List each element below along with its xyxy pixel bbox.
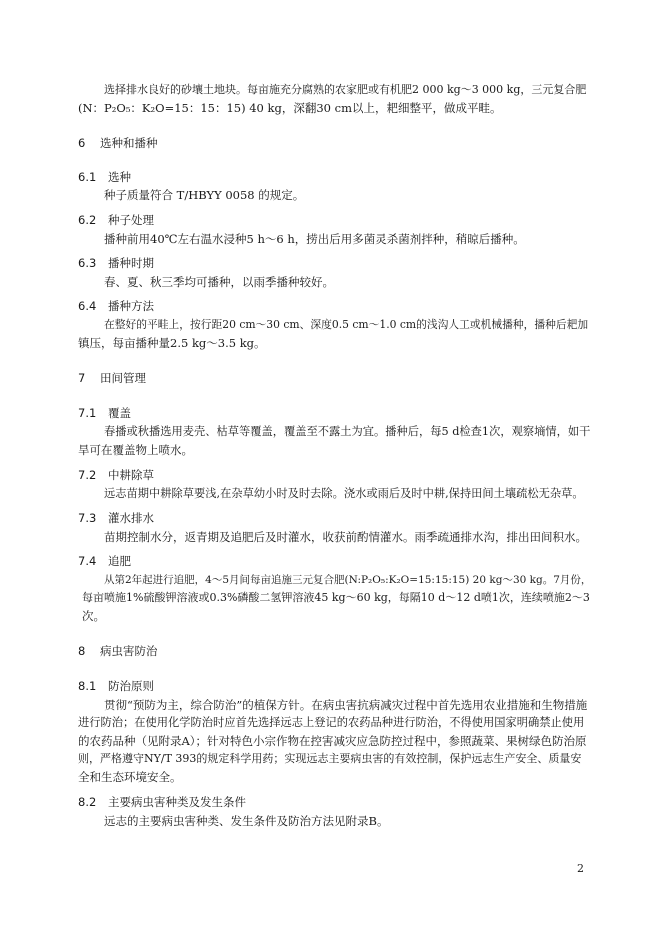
section-number: 6.1 [78, 170, 97, 184]
section-title: 选种 [108, 170, 131, 184]
section-number: 7.3 [78, 511, 97, 525]
section-7-1-text-line-2: 旱可在覆盖物上喷水。 [78, 443, 193, 457]
section-title: 主要病虫害种类及发生条件 [108, 795, 246, 809]
section-number: 6.2 [78, 213, 97, 227]
section-title: 灌水排水 [108, 511, 154, 525]
section-6-3-text: 春、夏、秋三季均可播种，以雨季播种较好。 [104, 275, 334, 289]
section-7-2-text: 远志苗期中耕除草要浅,在杂草幼小时及时去除。浇水或雨后及时中耕,保持田间土壤疏松无杂草。 [104, 487, 584, 500]
section-number: 8 [78, 644, 86, 658]
section-8-1-text-line-1: 贯彻“预防为主，综合防治”的植保方针。在病虫害抗病减灾过程中首先选用农业措施和生物措施 [104, 698, 588, 712]
section-7-3-heading [78, 511, 154, 525]
section-6-2-heading [78, 213, 154, 227]
section-7-4-text-line-1: 从第2年起进行追肥，4～5月间每亩追施三元复合肥(N:P₂O₅:K₂O=15:15:15) 20 kg～30 kg。7月份， [104, 574, 592, 586]
section-8-heading [78, 644, 158, 658]
section-8-2-heading [78, 795, 246, 809]
section-title: 病虫害防治 [100, 644, 158, 658]
section-8-1-heading [78, 679, 154, 693]
section-6-2-text: 播种前用40℃左右温水浸种5 h～6 h，捞出后用多菌灵杀菌剂拌种，稍晾后播种。 [104, 232, 525, 246]
section-title: 播种时期 [108, 256, 154, 270]
section-title: 追肥 [108, 554, 131, 568]
section-6-3-heading [78, 256, 154, 270]
section-8-1-text-line-3: 的农药品种（见附录A）；针对特色小宗作物在控害减灾应急防控过程中，参照蔬菜、果树绿色防治原 [78, 734, 587, 748]
section-title: 播种方法 [108, 299, 154, 313]
section-6-1-heading [78, 170, 131, 184]
section-number: 7.4 [78, 554, 97, 568]
section-7-4-heading [78, 554, 131, 568]
section-number: 8.1 [78, 679, 97, 693]
section-6-4-heading [78, 299, 154, 313]
section-7-3-text: 苗期控制水分，返青期及追肥后及时灌水，收获前酌情灌水。雨季疏通排水沟，排出田间积水。 [104, 530, 587, 544]
section-6-4-text-line-1: 在整好的平畦上，按行距20 cm～30 cm、深度0.5 cm～1.0 cm的浅沟人工或机械播种，播种后耙加 [104, 318, 589, 331]
section-title: 防治原则 [108, 679, 154, 693]
section-8-2-text: 远志的主要病虫害种类、发生条件及防治方法见附录B。 [104, 814, 389, 828]
section-number: 8.2 [78, 795, 97, 809]
section-7-4-text-line-3: 次。 [82, 609, 105, 623]
section-title: 田间管理 [100, 371, 146, 385]
section-number: 7.2 [78, 468, 97, 482]
intro-line-2: (N：P₂O₅：K₂O=15：15：15) 40 kg，深翻30 cm以上，耙细整平，做成平畦。 [78, 101, 502, 115]
section-title: 种子处理 [108, 213, 154, 227]
section-6-4-text-line-2: 镇压，每亩播种量2.5 kg～3.5 kg。 [78, 336, 266, 350]
section-8-1-text-line-2: 进行防治；在使用化学防治时应首先选择远志上登记的农药品种进行防治，不得使用国家明确禁止使用 [78, 716, 585, 729]
section-7-1-text-line-1: 春播或秋播选用麦壳、枯草等覆盖，覆盖至不露土为宜。播种后，每5 d检查1次，观察墒情，如干 [104, 425, 591, 438]
section-8-1-text-line-5: 全和生态环境安全。 [78, 770, 182, 784]
section-number: 6 [78, 136, 86, 150]
section-7-1-heading [78, 406, 131, 420]
section-6-heading [78, 136, 158, 150]
section-title: 覆盖 [108, 406, 131, 420]
section-number: 6.4 [78, 299, 97, 313]
section-7-4-text-line-2: 每亩喷施1%硫酸钾溶液或0.3%磷酸二氢钾溶液45 kg～60 kg，每隔10 d～12 d喷1次，连续喷施2～3 [82, 591, 590, 604]
intro-line-1: 选择排水良好的砂壤土地块。每亩施充分腐熟的农家肥或有机肥2 000 kg～3 000 kg，三元复合肥 [104, 83, 587, 96]
section-6-1-text: 种子质量符合 T/HBYY 0058 的规定。 [104, 188, 305, 202]
section-title: 选种和播种 [100, 136, 158, 150]
section-title: 中耕除草 [108, 468, 154, 482]
section-8-1-text-line-4: 则，严格遵守NY/T 393的规定科学用药；实现远志主要病虫害的有效控制，保护远志生产安全、质量安 [78, 752, 582, 765]
section-number: 6.3 [78, 256, 97, 270]
section-7-heading [78, 371, 146, 385]
section-number: 7 [78, 371, 86, 385]
section-number: 7.1 [78, 406, 97, 420]
page-number: 2 [577, 862, 584, 875]
section-7-2-heading [78, 468, 154, 482]
